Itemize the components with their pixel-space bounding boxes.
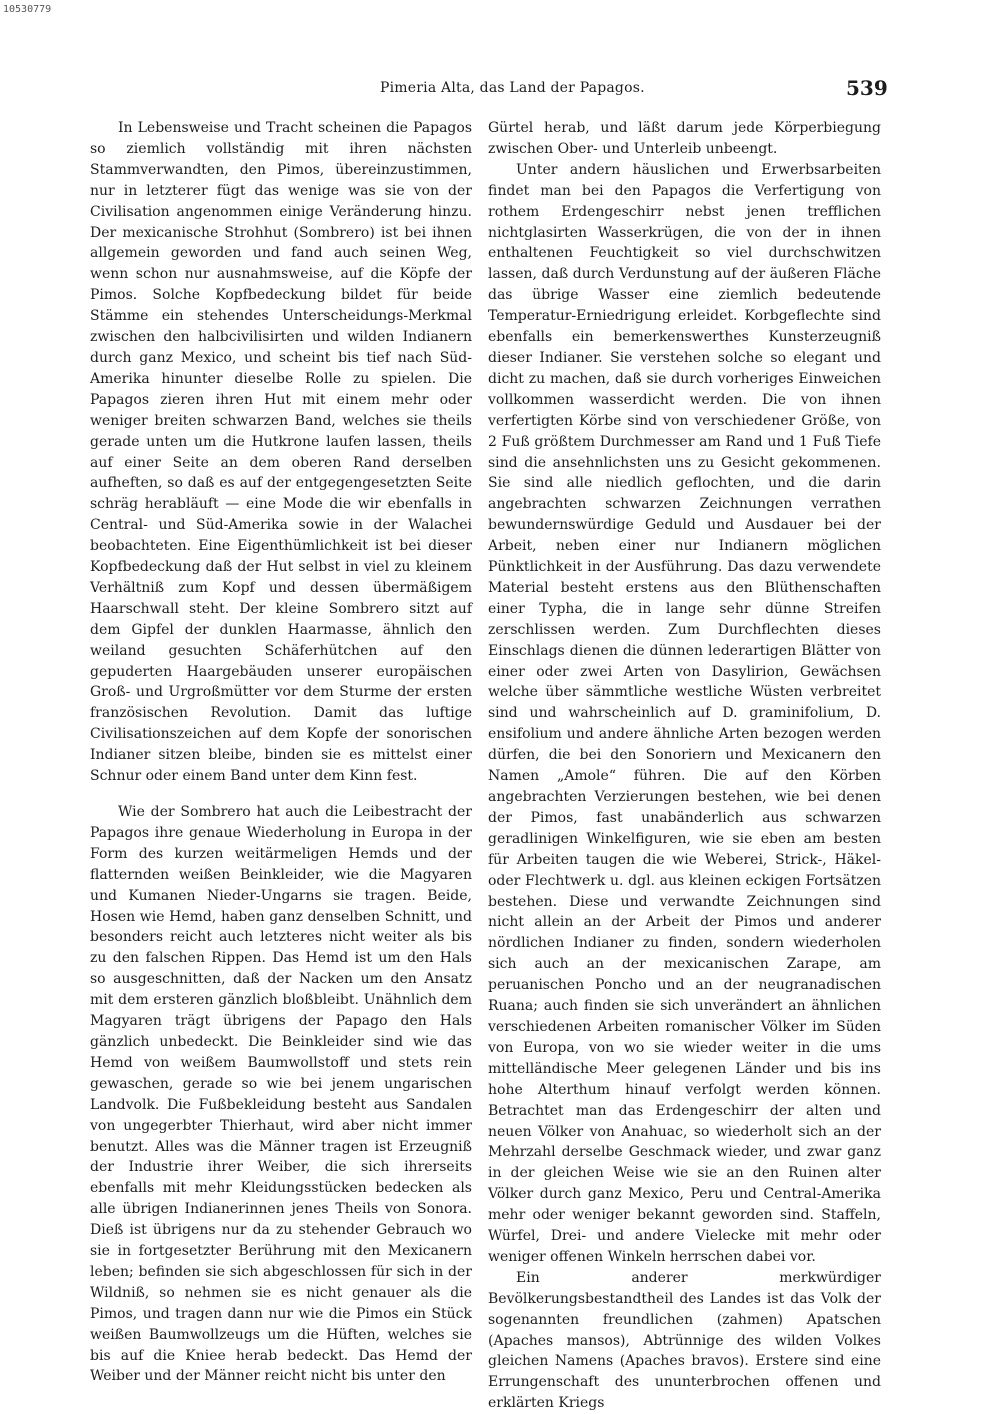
running-head: Pimeria Alta, das Land der Papagos. [380,80,645,96]
page-number: 539 [846,76,888,100]
paragraph: Wie der Sombrero hat auch die Leibestracht der Papagos ihre genaue Wiederholung in Europa in der Form des kurzen weitärmeligen Hemds und der flatternden weißen Beinkleider, wie die Magyaren und Kumanen Nieder-Ungarns sie tragen. Beide, Hosen wie Hemd, haben ganz denselben Schnitt, und besonders reicht auch letzteres nicht weiter als bis zu den falschen Rippen. Das Hemd ist um den Hals so ausgeschnitten, daß der Nacken um den Ansatz mit dem ersteren gänzlich bloßbleibt. Unähnlich dem Magyaren trägt übrigens der Papago den Hals gänzlich unbedeckt. Die Beinkleider sind wie das Hemd von weißem Baumwollstoff und stets rein gewaschen, gerade so wie bei jenem ungarischen Landvolk. Die Fußbekleidung besteht aus Sandalen von ungegerbter Thierhaut, wird aber nicht immer benutzt. Alles was die Männer tragen ist Erzeugniß der Industrie ihrer Weiber, die sich ihrerseits ebenfalls mit mehr Kleidungsstücken bedecken als alle übrigen Indianerinnen jenes Theils von Sonora. Dieß ist übrigens nur da zu stehender Gebrauch wo sie in fortgesetzter Berührung mit den Mexicanern leben; befinden sie sich abgeschlossen für sich in der Wildniß, so nehmen sie es nicht genauer als die Pimos, und tragen dann nur wie die Pimos ein Stück weißen Baumwollzeugs um die Hüften, welches sie bis auf die Kniee herab bedeckt. Das Hemd der Weiber und der Männer reicht nicht bis unter den [90,804,472,1385]
paragraph: Ein anderer merkwürdiger Bevölkerungsbestandtheil des Landes ist das Volk der sogenannten freundlichen (zahmen) Apatschen (Apaches mansos), Abtrünnige des wilden Volkes gleichen Namens (Apaches bravos). Erstere sind eine Errungenschaft des ununterbrochen offenen und erklärten Kriegs [488,1269,881,1412]
paragraph: Unter andern häuslichen und Erwerbsarbeiten findet man bei den Papagos die Verfertigung von rothem Erdengeschirr nebst jenen trefflichen nichtglasirten Wasserkrügen, die von der in ihnen enthaltenen Feuchtigkeit so viel durchschwitzen lassen, daß durch Verdunstung auf der äußeren Fläche das übrige Wasser eine ziemlich bedeutende Temperatur-Erniedrigung erleidet. Korbgeflechte sind ebenfalls ein bemerkenswerthes Kunsterzeugniß dieser Indianer. Sie verstehen solche so elegant und dicht zu machen, daß sie durch vorheriges Einweichen vollkommen wasserdicht werden. Die von ihnen verfertigten Körbe sind von verschiedener Größe, von 2 Fuß größtem Durchmesser am Rand und 1 Fuß Tiefe sind die ansehnlichsten uns zu Gesicht gekommenen. Sie sind alle niedlich geflochten, und die darin angebrachten schwarzen Zeichnungen verrathen bewundernswürdige Geduld und Ausdauer bei der Arbeit, neben einer nur Indianern möglichen Pünktlichkeit in der Ausführung. Das dazu verwendete Material besteht erstens aus den Blüthenschaften einer Typha, die in lange sehr dünne Streifen zerschlissen werden. Zum Durchflechten dieses Einschlags dienen die dünnen lederartigen Blätter von einer oder zwei Arten von Dasylirion, Gewächsen welche über sämmtliche westliche Wüsten verbreitet sind und wahrscheinlich auf D. graminifolium, D. ensifolium und andere ähnliche Arten bezogen werden dürfen, die bei den Sonoriern und Mexicanern den Namen „Amole“ führen. Die auf den Körben angebrachten Verzierungen bestehen, wie bei denen der Pimos, fast unabänderlich aus schwarzen geradlinigen Winkelfiguren, wie sie eben am besten für Arbeiten taugen die wie Weberei, Strick-, Häkel- oder Flechtwerk u. dgl. aus kleinen eckigen Fortsätzen bestehen. Diese und verwandte Zeichnungen sind nicht allein an der Arbeit der Pimos und anderer nördlichen Indianer zu finden, sondern wiederholen sich auch an der mexicanischen Zarape, am peruanischen Poncho und an der neugranadischen Ruana; auch finden sie sich unverändert an ähnlichen verschiedenen Arbeiten romanischer Völker im Süden von Europa, von wo sie wieder weiter in die ums mittelländische Meer gelegenen Länder und bis ins hohe Alterthum hinauf verfolgt werden können. Betrachtet man das Erdengeschirr der alten und neuen Völker von Anahuac, so wiederholt sich an der Mehrzahl derselbe Geschmack wieder, und zwar ganz in der gleichen Weise wie sie an den Ruinen alter Völker durch ganz Mexico, Peru und Central-Amerika mehr oder weniger bekannt geworden sind. Staffeln, Würfel, Drei- und andere Vielecke mit mehr oder weniger offenen Winkeln herrschen dabei vor. [488,161,881,1265]
scan-sigil: 10530779 [3,4,52,15]
paragraph: Gürtel herab, und läßt darum jede Körperbiegung zwischen Ober- und Unterleib unbeengt. [488,120,881,157]
left-column [90,118,472,1387]
right-column [488,118,881,1414]
paragraph: In Lebensweise und Tracht scheinen die Papagos so ziemlich vollständig mit ihren nächsten Stammverwandten, den Pimos, übereinzustimmen, nur in letzterer fügt das wenige was sie von der Civilisation angenommen einige Veränderung hinzu. Der mexicanische Strohhut (Sombrero) ist bei ihnen allgemein geworden und fand auch seinen Weg, wenn schon nur ausnahmsweise, auf die Köpfe der Pimos. Solche Kopfbedeckung bildet für beide Stämme ein stehendes Unterscheidungs-Merkmal zwischen den halbcivilisirten und wilden Indianern durch ganz Mexico, und scheint bis tief nach Süd-Amerika hinunter dieselbe Rolle zu spielen. Die Papagos zieren ihren Hut mit einem mehr oder weniger breiten schwarzen Band, welches sie theils gerade unten um die Hutkrone laufen lassen, theils auf einer Seite an dem oberen Rand derselben aufheften, so daß es auf der entgegengesetzten Seite schräg herabläuft — eine Mode die wir ebenfalls in Central- und Süd-Amerika sowie in der Walachei beobachteten. Eine Eigenthümlichkeit ist bei dieser Kopfbedeckung daß der Hut selbst in viel zu kleinem Verhältniß zum Kopf und dessen übermäßigem Haarschwall steht. Der kleine Sombrero sitzt auf dem Gipfel der dunklen Haarmasse, ähnlich den weiland gesuchten Schäferhütchen auf den gepuderten Haargebäuden unserer europäischen Groß- und Urgroßmütter vor dem Sturme der ersten französischen Revolution. Damit das luftige Civilisationszeichen auf dem Kopfe der sonorischen Indianer sitzen bleibe, binden sie es mittelst einer Schnur oder einem Band unter dem Kinn fest. [90,120,472,785]
